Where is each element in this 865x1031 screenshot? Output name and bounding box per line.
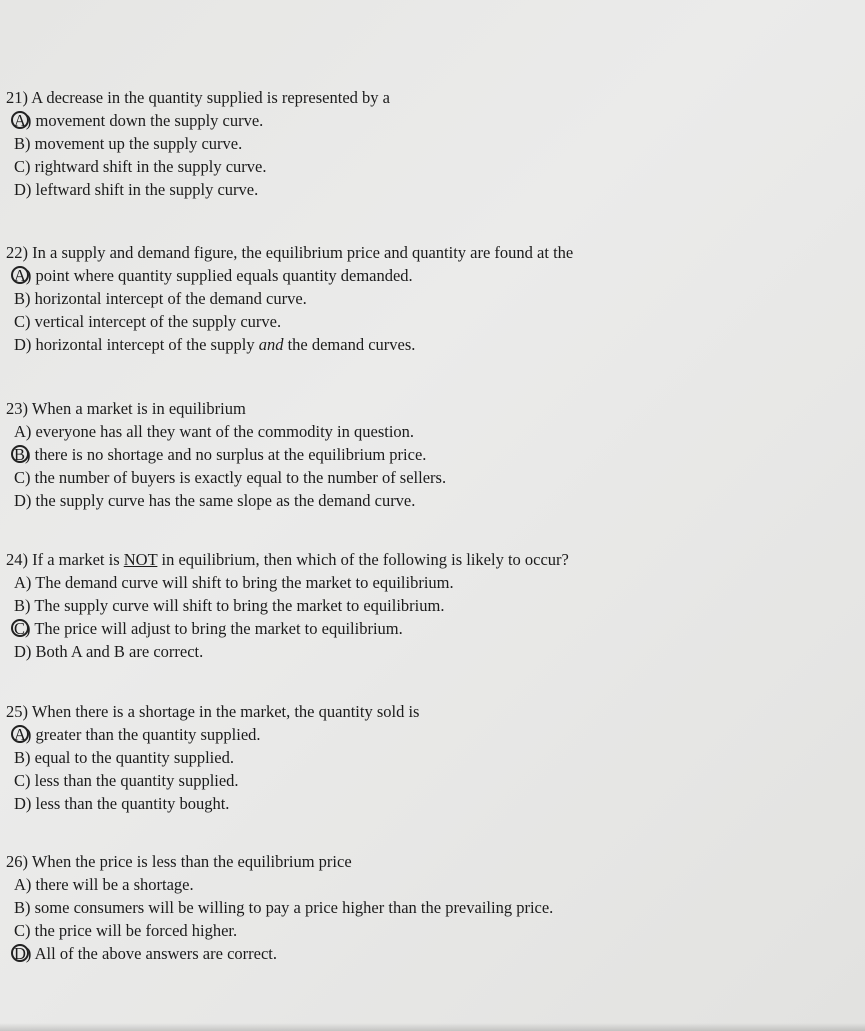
option-letter-circled: B): [14, 443, 31, 466]
option-letter-circled: A): [14, 264, 31, 287]
option-a: A) there will be a shortage.: [14, 875, 194, 894]
option-c: C) the price will be forced higher.: [14, 921, 238, 940]
option-a: A) greater than the quantity supplied.: [6, 723, 419, 746]
option-c: C) vertical intercept of the supply curve.: [14, 312, 282, 331]
underlined-word: NOT: [123, 550, 158, 569]
option-d: D) less than the quantity bought.: [14, 794, 230, 813]
option-d: D) leftward shift in the supply curve.: [14, 180, 259, 199]
question-stem: 21) A decrease in the quantity supplied is represented by a: [6, 88, 390, 107]
option-d: D) the supply curve has the same slope as the demand curve.: [14, 491, 416, 510]
option-c: C) less than the quantity supplied.: [14, 771, 239, 790]
question-stem: 22) In a supply and demand figure, the equilibrium price and quantity are found at the: [6, 243, 574, 262]
answer-circle-mark: [11, 445, 29, 463]
question-stem: 26) When the price is less than the equilibrium price: [6, 852, 352, 871]
option-b: B) horizontal intercept of the demand curve.: [14, 289, 307, 308]
option-a: A) The demand curve will shift to bring the market to equilibrium.: [14, 573, 454, 592]
question-stem: 24) If a market is NOT in equilibrium, then which of the following is likely to occur?: [6, 550, 569, 569]
option-b: B) The supply curve will shift to bring the market to equilibrium.: [14, 596, 445, 615]
option-d: D) horizontal intercept of the supply and the demand curves.: [14, 335, 416, 354]
option-b: B) equal to the quantity supplied.: [14, 748, 234, 767]
option-d: D) Both A and B are correct.: [14, 642, 204, 661]
question-stem: 23) When a market is in equilibrium: [6, 399, 246, 418]
option-a: A) movement down the supply curve.: [6, 109, 390, 132]
option-letter-circled: C): [14, 617, 31, 640]
question-24: [6, 548, 569, 663]
option-letter-circled: A): [14, 109, 31, 132]
question-23: [6, 397, 446, 512]
option-b: B) movement up the supply curve.: [14, 134, 243, 153]
question-26: [6, 850, 553, 965]
option-d: D) All of the above answers are correct.: [6, 942, 553, 965]
option-a: A) point where quantity supplied equals quantity demanded.: [6, 264, 573, 287]
bottom-shadow: [0, 1023, 865, 1031]
option-c: C) rightward shift in the supply curve.: [14, 157, 267, 176]
option-a: A) everyone has all they want of the commodity in question.: [14, 422, 415, 441]
question-22: [6, 241, 573, 356]
option-b: B) there is no shortage and no surplus at the equilibrium price.: [6, 443, 446, 466]
option-letter-circled: D): [14, 942, 31, 965]
option-b: B) some consumers will be willing to pay a price higher than the prevailing price.: [14, 898, 554, 917]
option-letter-circled: A): [14, 723, 31, 746]
option-c: C) the number of buyers is exactly equal to the number of sellers.: [14, 468, 447, 487]
question-25: [6, 700, 419, 815]
question-stem: 25) When there is a shortage in the market, the quantity sold is: [6, 702, 420, 721]
option-c: C) The price will adjust to bring the market to equilibrium.: [6, 617, 569, 640]
answer-circle-mark: [11, 944, 29, 962]
answer-circle-mark: [11, 111, 29, 129]
answer-circle-mark: [11, 266, 29, 284]
answer-circle-mark: [11, 619, 29, 637]
question-21: [6, 86, 390, 201]
answer-circle-mark: [11, 725, 29, 743]
